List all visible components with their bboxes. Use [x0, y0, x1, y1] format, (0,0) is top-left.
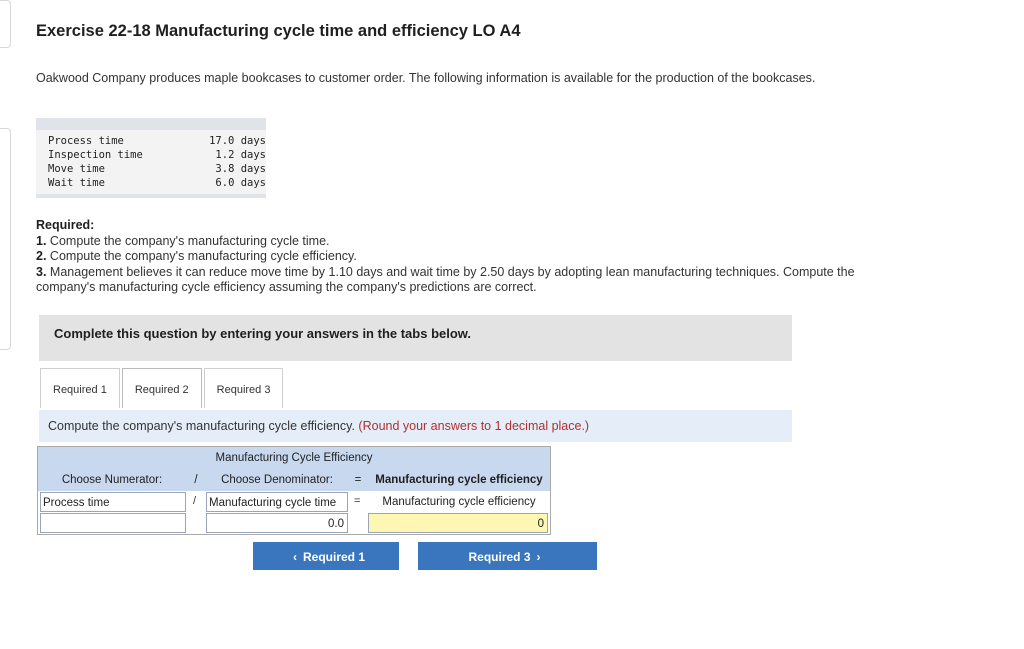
equals-sign: = [354, 495, 361, 507]
required-item-2: 2. Compute the company's manufacturing cycle efficiency. [36, 249, 357, 263]
required-item-3: 3. Management believes it can reduce move time by 1.10 days and wait time by 2.50 days by adopting lean manufacturing techniques. Compute the company's manufacturing cycle efficiency assuming the company's predictions are correct. [36, 264, 855, 294]
numerator-header: Choose Numerator: [38, 469, 186, 491]
page-title: Exercise 22-18 Manufacturing cycle time and efficiency LO A4 [36, 22, 521, 40]
denominator-header: Choose Denominator: [206, 469, 348, 491]
table-row: Process time 17.0 days [48, 135, 266, 147]
tab-instruction: Compute the company's manufacturing cycle efficiency. (Round your answers to 1 decimal place.) [39, 410, 792, 442]
result-label: Manufacturing cycle efficiency [382, 496, 536, 508]
efficiency-table [37, 446, 551, 535]
required-heading: Required: [36, 218, 95, 232]
side-edge-tab [0, 0, 11, 48]
table-row: Wait time 6.0 days [48, 177, 266, 189]
prev-required-button[interactable]: ‹ Required 1 [253, 542, 399, 570]
tab-bar [40, 368, 285, 408]
instructions-banner: Complete this question by entering your answers in the tabs below. [39, 315, 792, 361]
intro-text: Oakwood Company produces maple bookcases to customer order. The following information is available for the production of the bookcases. [36, 71, 816, 85]
numerator-input[interactable] [40, 513, 186, 533]
tab-required-2[interactable]: Required 2 [122, 368, 202, 408]
round-note: (Round your answers to 1 decimal place.) [358, 419, 590, 433]
required-item-1: 1. Compute the company's manufacturing cycle time. [36, 233, 330, 248]
side-panel-edge [0, 128, 11, 350]
required-section [36, 218, 896, 296]
chevron-right-icon: › [536, 550, 541, 564]
divide-header: / [186, 469, 206, 491]
result-header: Manufacturing cycle efficiency [368, 469, 550, 491]
divide-sign: / [193, 495, 197, 507]
table-row: Move time 3.8 days [48, 163, 266, 175]
table-row: Inspection time 1.2 days [48, 149, 266, 161]
numerator-select[interactable]: Process time [40, 492, 186, 512]
result-output: 0 [368, 513, 548, 533]
denominator-select[interactable]: Manufacturing cycle time [206, 492, 348, 512]
info-table [36, 118, 266, 198]
equals-header: = [348, 469, 368, 491]
tab-required-1[interactable]: Required 1 [40, 368, 120, 408]
tab-required-3[interactable]: Required 3 [204, 368, 284, 408]
table-caption: Manufacturing Cycle Efficiency [38, 447, 550, 469]
next-required-button[interactable]: Required 3 › [418, 542, 597, 570]
chevron-left-icon: ‹ [292, 550, 297, 564]
denominator-input[interactable]: 0.0 [206, 513, 348, 533]
